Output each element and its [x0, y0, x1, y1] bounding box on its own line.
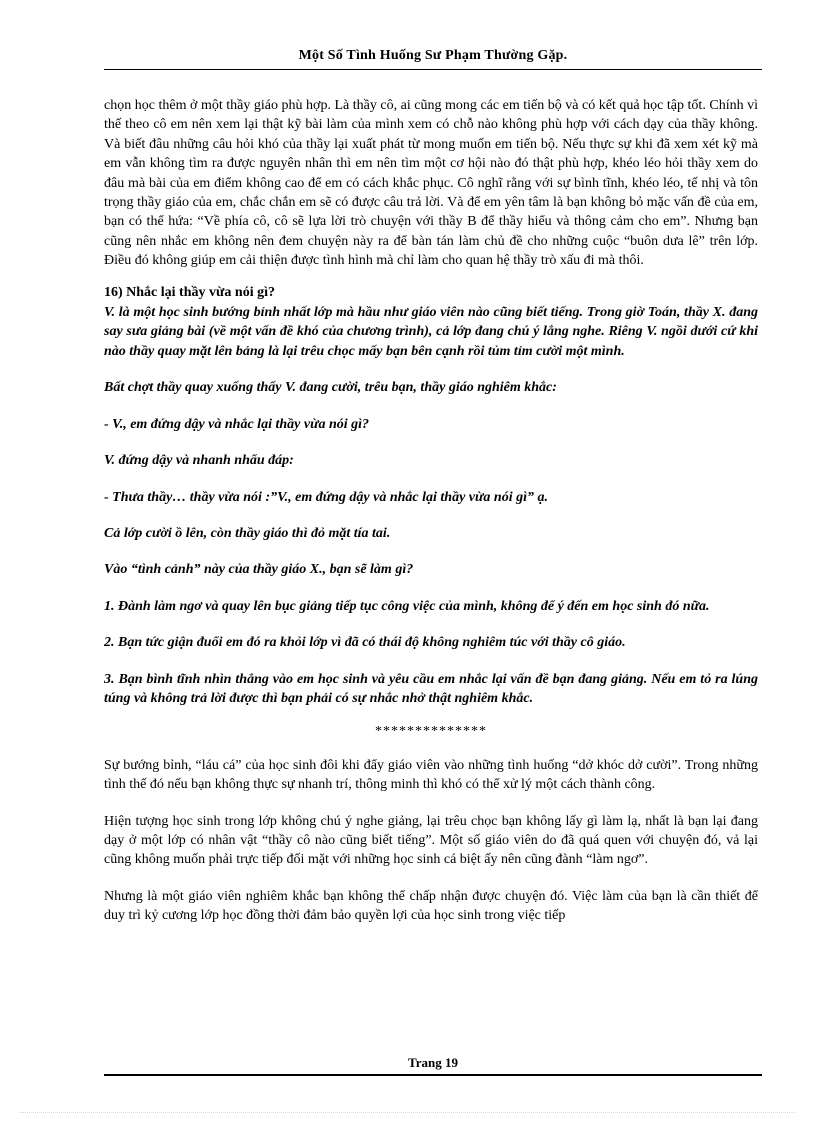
section-heading: 16) Nhắc lại thầy vừa nói gì? — [104, 284, 275, 300]
option-1: 1. Đành làm ngơ và quay lên bục giảng tiếp tục công việc của mình, không để ý đến em học sinh đó nữa. — [104, 598, 710, 614]
running-header-title: Một Số Tình Huống Sư Phạm Thường Gặp. — [298, 48, 568, 63]
situation-class-laughs: Cả lớp cười ồ lên, còn thầy giáo thì đỏ mặt tía tai. — [104, 525, 391, 541]
header-divider-line — [104, 69, 762, 70]
discussion-paragraph-3: Nhưng là một giáo viên nghiêm khắc bạn không thể chấp nhận được chuyện đó. Việc làm của bạn là cần thiết để duy trì kỷ cương lớp học đồng thời đảm bảo quyền lợi của học sinh trong việc tiếp — [104, 888, 758, 924]
situation-student-answer: - Thưa thầy… thầy vừa nói :”V., em đứng dậy và nhắc lại thầy vừa nói gì” ạ. — [104, 489, 548, 505]
intro-paragraph: chọn học thêm ở một thầy giáo phù hợp. Là thầy cô, ai cũng mong các em tiến bộ và có kết quả học tập tốt. Chính vì thế theo cô em nên xem lại thật kỹ bài làm của mình xem có chỗ nào không phù hợp với cách dạy của thầy không. Và biết đâu những câu hỏi khó của thầy lại xuất phát từ mong muốn em tiến bộ. Nếu thực sự khi đã xem xét kỹ mà em vẫn không tìm ra được nguyên nhân thì em nên tìm một cơ hội nào đó thật phù hợp, khéo léo hỏi thầy xem do đâu mà bài của em điểm không cao để em có cách khắc phục. Cô nghĩ rằng với sự bình tĩnh, khéo léo, tế nhị và tôn trọng thầy giáo của em, chắc chắn em sẽ có được câu trả lời. Và để em yên tâm là bạn không bỏ mặc vấn đề của em, bạn có thể hứa: “Về phía cô, cô sẽ lựa lời trò chuyện với thầy B để thầy hiểu và thông cảm cho em”. Nhưng bạn cũng nên nhắc em không nên đem chuyện này ra để bàn tán làm chủ đề cho những cuộc “buôn dưa lê” trên lớp. Điều đó không giúp em cải thiện được tình hình mà chỉ làm cho quan hệ thầy trò xấu đi mà thôi. — [104, 98, 758, 269]
page-content — [104, 96, 758, 926]
situation-question: Vào “tình cảnh” này của thầy giáo X., bạn sẽ làm gì? — [104, 562, 414, 578]
footer-divider-line — [104, 1074, 762, 1076]
page-number: Trang 19 — [408, 1055, 458, 1070]
option-2: 2. Bạn tức giận đuổi em đó ra khỏi lớp vì đã có thái độ không nghiêm túc với thầy cô giáo. — [104, 635, 626, 651]
option-3: 3. Bạn bình tĩnh nhìn thẳng vào em học sinh và yêu cầu em nhắc lại vấn đề bạn đang giảng. Nếu em tỏ ra lúng túng và không trả lời được thì bạn phải có sự nhắc nhở thật nghiêm khắc. — [104, 671, 758, 706]
discussion-paragraph-2: Hiện tượng học sinh trong lớp không chú ý nghe giảng, lại trêu chọc bạn không lấy gì làm lạ, nhất là bạn lại đang dạy ở một lớp có nhân vật “thầy cô nào cũng biết tiếng”. Một số giáo viên do đã quá quen với chuyện đó, vả lại cũng không muốn phải trực tiếp đối mặt với những học sinh cá biệt ấy nên cũng đành “làm ngơ”. — [104, 813, 758, 868]
situation-student-stands: V. đứng dậy và nhanh nhẩu đáp: — [104, 453, 294, 469]
situation-teacher-question: - V., em đứng dậy và nhắc lại thầy vừa nói gì? — [104, 416, 370, 432]
discussion-paragraph-1: Sự bướng bỉnh, “láu cá” của học sinh đôi khi đẩy giáo viên vào những tình huống “dở khóc dở cười”. Trong những tình thế đó nếu bạn không thực sự nhanh trí, thông minh thì khó có thể xử lý một cách thành công. — [104, 757, 758, 793]
situation-teacher-reaction: Bất chợt thầy quay xuống thấy V. đang cười, trêu bạn, thầy giáo nghiêm khắc: — [104, 380, 557, 396]
page-bottom-border — [20, 1112, 796, 1113]
section-divider: ************** — [375, 724, 487, 740]
situation-description: V. là một học sinh bướng bỉnh nhất lớp mà hầu như giáo viên nào cũng biết tiếng. Trong giờ Toán, thầy X. đang say sưa giảng bài (về một vấn đề khó của chương trình), cả lớp đang chú ý lắng nghe. Riêng V. ngồi dưới cứ khi nào thầy quay mặt lên bảng là lại trêu chọc mấy bạn bên cạnh rồi tủm tỉm cười một mình. — [104, 305, 758, 359]
